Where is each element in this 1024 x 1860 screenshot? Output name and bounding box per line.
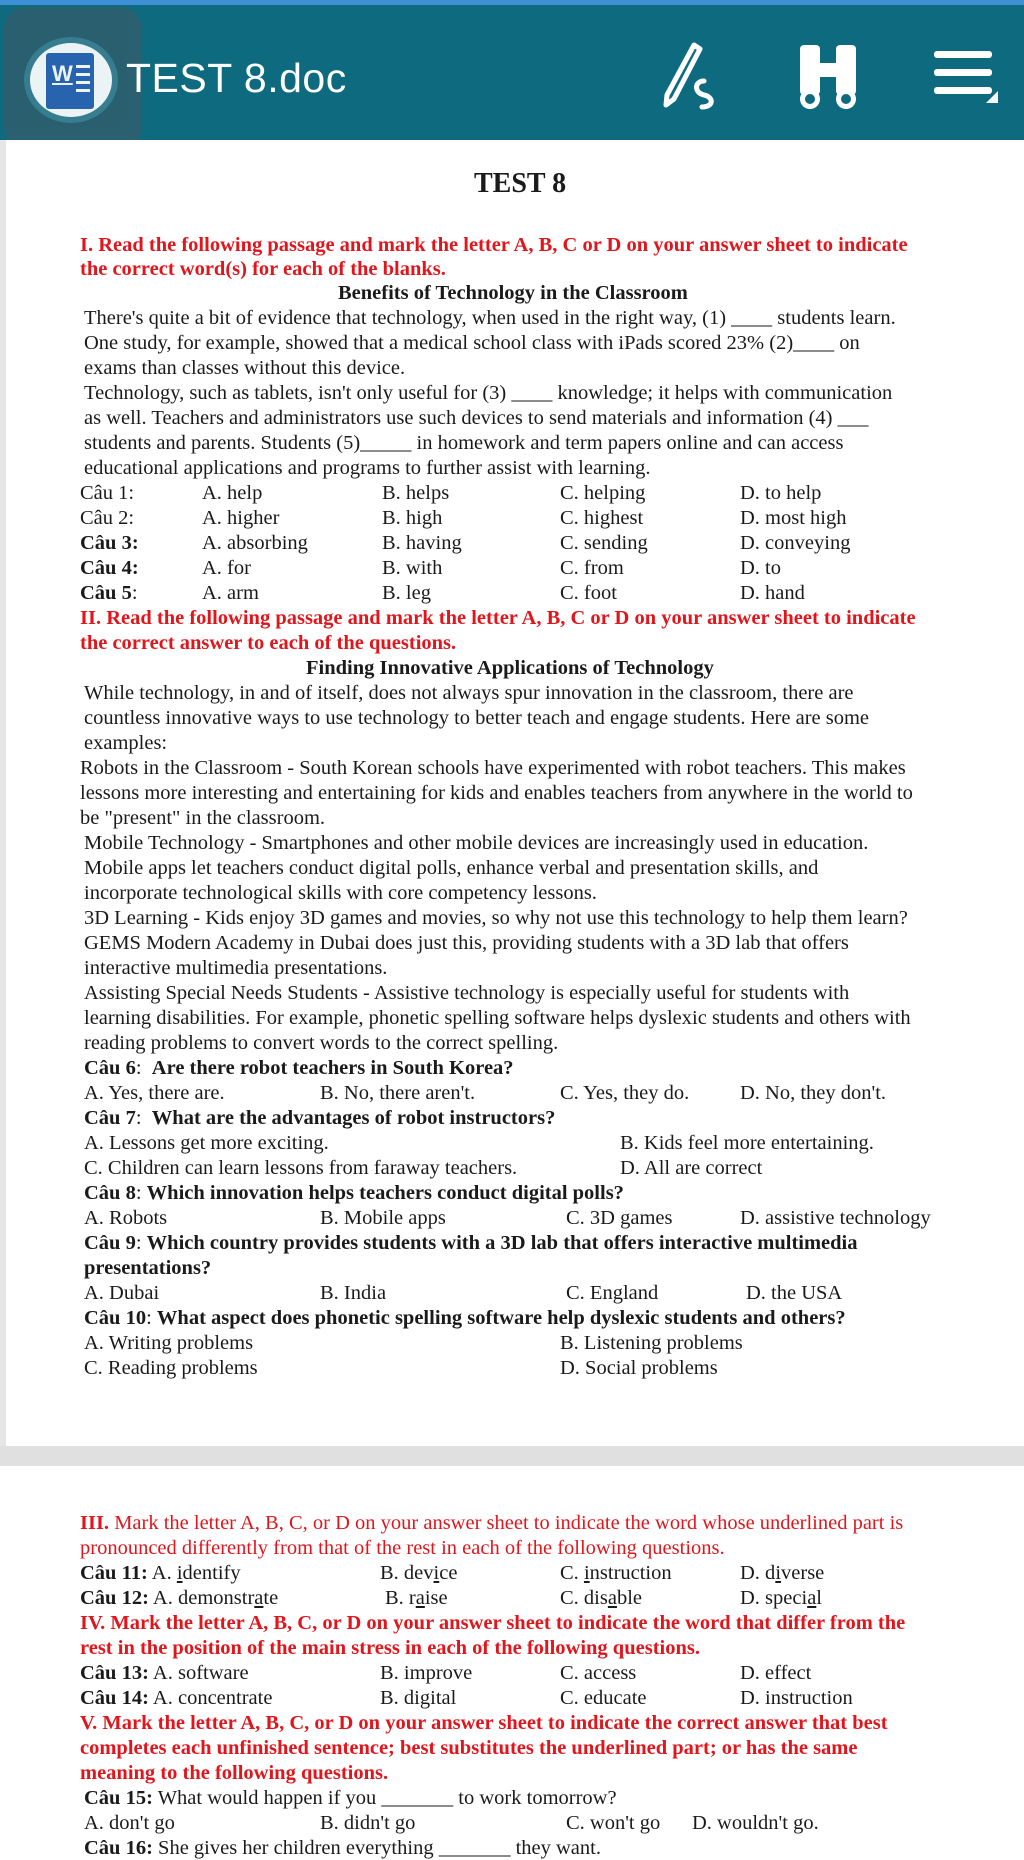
option-c: C. England	[566, 1282, 659, 1304]
question-16: Câu 16: She gives her children everything _______ they want.	[84, 1837, 601, 1859]
passage-2-line: countless innovative ways to use technology to better teach and engage students. Here are some	[84, 707, 870, 729]
question-13: Câu 13: A. software	[80, 1662, 249, 1684]
passage-2-line: 3D Learning - Kids enjoy 3D games and movies, so why not use this technology to help them learn?	[84, 907, 908, 929]
option-c: C. access	[560, 1662, 637, 1684]
passage-2-line: While technology, in and of itself, does not always spur innovation in the classroom, there are	[84, 682, 854, 704]
section-3-heading: pronounced differently from that of the rest in each of the following questions.	[80, 1537, 725, 1559]
question-15: Câu 15: What would happen if you _______ to work tomorrow?	[84, 1787, 617, 1809]
passage-2-line: examples:	[84, 732, 168, 754]
section-4-heading: IV. Mark the letter A, B, C, or D on your answer sheet to indicate the word that differ from the	[80, 1612, 906, 1634]
option-b: B. Kids feel more entertaining.	[620, 1132, 874, 1154]
question-label: Câu 4:	[80, 557, 139, 579]
option-a: A. Writing problems	[84, 1332, 254, 1354]
question-label: Câu 2:	[80, 507, 135, 529]
document-page-2[interactable]	[0, 1466, 1024, 1859]
passage-1-line: Technology, such as tablets, isn't only useful for (3) ____ knowledge; it helps with communication	[84, 382, 893, 404]
question-7: Câu 7: What are the advantages of robot instructors?	[84, 1107, 556, 1129]
option-b: B. leg	[382, 582, 431, 604]
binoculars-find-icon[interactable]	[796, 41, 860, 113]
option-c: C. foot	[560, 582, 617, 604]
passage-2-line: Assisting Special Needs Students - Assistive technology is especially useful for students with	[84, 982, 850, 1004]
passage-1-line: There's quite a bit of evidence that technology, when used in the right way, (1) ____ students learn.	[84, 307, 896, 329]
section-2-heading: the correct answer to each of the questions.	[80, 632, 457, 654]
option-d: D. wouldn't go.	[692, 1812, 819, 1834]
document-title: TEST 8.doc	[126, 55, 347, 101]
option-a: A. higher	[202, 507, 280, 529]
passage-1-line: educational applications and programs to further assist with learning.	[84, 457, 651, 479]
option-d: D. hand	[740, 582, 805, 604]
option-b: B. India	[320, 1282, 387, 1304]
option-c: C. highest	[560, 507, 644, 529]
passage-1-line: as well. Teachers and administrators use such devices to send materials and information (4) ___	[84, 407, 869, 429]
option-c: C. Reading problems	[84, 1357, 258, 1379]
option-d: D. conveying	[740, 532, 851, 554]
option-d: D. to	[740, 557, 781, 579]
option-b: B. raise	[385, 1587, 448, 1609]
option-a: A. Dubai	[84, 1282, 160, 1304]
option-b: B. improve	[380, 1662, 473, 1684]
section-5-heading: meaning to the following questions.	[80, 1762, 389, 1784]
option-a: A. Lessons get more exciting.	[84, 1132, 329, 1154]
option-b: B. digital	[380, 1687, 457, 1709]
passage-2-line: incorporate technological skills with core competency lessons.	[84, 882, 597, 904]
question-label: Câu 1:	[80, 482, 135, 504]
app-toolbar	[0, 0, 1024, 140]
section-1-heading: I. Read the following passage and mark the letter A, B, C or D on your answer sheet to indicate	[80, 234, 908, 256]
option-a: A. absorbing	[202, 532, 308, 554]
passage-2-line: learning disabilities. For example, phonetic spelling software helps dyslexic students and others with	[84, 1007, 911, 1029]
passage-2-line: Robots in the Classroom - South Korean schools have experimented with robot teachers. This makes	[80, 757, 906, 779]
passage-2-line: Mobile apps let teachers conduct digital polls, enhance verbal and presentation skills, and	[84, 857, 819, 879]
question-11: Câu 11: A. identify	[80, 1562, 241, 1584]
question-9-cont: presentations?	[84, 1257, 212, 1279]
option-d: D. diverse	[740, 1562, 825, 1584]
question-14: Câu 14: A. concentrate	[80, 1687, 273, 1709]
question-8: Câu 8: Which innovation helps teachers conduct digital polls?	[84, 1182, 624, 1204]
option-b: B. helps	[382, 482, 450, 504]
question-label: Câu 5	[80, 582, 132, 604]
option-d: D. All are correct	[620, 1157, 763, 1179]
option-c: C. educate	[560, 1687, 647, 1709]
option-c: C. Yes, they do.	[560, 1082, 690, 1104]
section-2-heading: II. Read the following passage and mark the letter A, B, C or D on your answer sheet to indicate	[80, 607, 916, 629]
passage-2-line: Mobile Technology - Smartphones and other mobile devices are increasingly used in education.	[84, 832, 869, 854]
option-c: C. sending	[560, 532, 648, 554]
option-c: C. Children can learn lessons from faraway teachers.	[84, 1157, 518, 1179]
passage-1-line: students and parents. Students (5)_____ in homework and term papers online and can access	[84, 432, 844, 454]
question-label: Câu 3:	[80, 532, 139, 554]
page-separator	[0, 1446, 1024, 1466]
option-a: A. for	[202, 557, 251, 579]
option-c: C. from	[560, 557, 624, 579]
document-page-1[interactable]: TEST 8 I. Read the following passage and mark the letter A, B, C or D on your answer sheet to indicate the correct word(s) for each of the blanks. Benefits of Technology in the Classroom There's quite a bit of evidence that technology, when used in the right way, (1) ____ students learn. One study, for example, showed that a medical school class with iPads scored 23% (2)____ on exams than classes without this device. Technology, such as tablets, isn't only useful for (3) ____ knowledge; it helps with communication as well. Teachers and administrators use such devices to send materials and information (4) ___ students and parents. Students (5)_____ in homework and term papers online and can access educational applications and programs to further assist with learning. Câu 1: A. help B. helps C. helping D. to help Câu 2: A. higher B. high C. highest D. most high Câu 3: A. absorbing B. having C. sending D. conveying Câu 4: A. for B. with C. from D. to Câu 5: A. arm B. leg C. foot D. hand II. Read the following passage and mark the letter A, B, C or D on your answer sheet to indicate the correct answer to each of the questions. Finding Innovative Applications of Technology While technology, in and of itself, does not always spur innovation in the classroom, there are countless innovative ways to use technology to better teach and engage students. Here are some examples: Robots in the Classroom - South Korean schools have experimented with robot teachers. This makes lessons more interesting and entertaining for kids and enables teachers from anywhere in the world to be "present" in the classroom. Mobile Technology - Smartphones and other mobile devices are increasingly used in education. Mobile apps let teachers conduct digital polls, enhance verbal and presentation skills, and incorporate technological skills with core competency lessons. 3D Learning - Kids enjoy 3D games and movies, so why not use this technology to help them learn? GEMS Modern Academy in Dubai does just this, providing students with a 3D lab that offers interactive multimedia presentations. Assisting Special Needs Students - Assistive technology is especially useful for students with learning disabilities. For example, phonetic spelling software helps dyslexic students and others with reading problems to convert words to the correct spelling. Câu 6: Are there robot teachers in South Korea? A. Yes, there are. B. No, there aren't. C. Yes, they do. D. No, they don't. Câu 7: What are the advantages of robot instructors? A. Lessons get more exciting. B. Kids feel more entertaining. C. Children can learn lessons from faraway teachers. D. All are correct Câu 8: Which innovation helps teachers conduct digital polls? A. Robots B. Mobile apps C. 3D games D. assistive technology Câu 9: Which country provides students with a 3D lab that offers interactive multimedia presentations? A. Dubai B. India C. England D. the USA Câu 10: What aspect does phonetic spelling software help dyslexic students and others? A. Writing problems B. Listening problems C. Reading problems D. Social problems	[6, 140, 1024, 1446]
option-a: A. Yes, there are.	[84, 1082, 225, 1104]
word-app-icon[interactable]: W	[4, 7, 142, 149]
section-1-heading: the correct word(s) for each of the blanks.	[80, 258, 446, 280]
option-d: D. to help	[740, 482, 822, 504]
option-d: D. assistive technology	[740, 1207, 931, 1229]
option-a: A. don't go	[84, 1812, 175, 1834]
option-b: B. Listening problems	[560, 1332, 743, 1354]
option-c: C. won't go	[566, 1812, 661, 1834]
option-d: D. Social problems	[560, 1357, 718, 1379]
option-c: C. 3D games	[566, 1207, 673, 1229]
option-a: A. Robots	[84, 1207, 168, 1229]
option-b: B. No, there aren't.	[320, 1082, 476, 1104]
option-b: B. having	[382, 532, 462, 554]
passage-1-line: exams than classes without this device.	[84, 357, 406, 379]
option-d: D. effect	[740, 1662, 812, 1684]
option-d: D. most high	[740, 507, 847, 529]
section-5-heading: V. Mark the letter A, B, C, or D on your answer sheet to indicate the correct answer that best	[80, 1712, 888, 1734]
question-6: Câu 6: Are there robot teachers in South Korea?	[84, 1057, 514, 1079]
option-d: D. special	[740, 1587, 822, 1609]
pen-annotate-icon[interactable]	[654, 41, 724, 113]
option-c: C. instruction	[560, 1562, 672, 1584]
passage-2-title: Finding Innovative Applications of Technology	[306, 657, 714, 679]
section-3-heading: III. Mark the letter A, B, C, or D on your answer sheet to indicate the word whose underlined part is	[80, 1512, 904, 1534]
passage-2-line: lessons more interesting and entertaining for kids and enables teachers from anywhere in the world to	[80, 782, 913, 804]
question-10: Câu 10: What aspect does phonetic spelling software help dyslexic students and others?	[84, 1307, 846, 1329]
passage-2-line: be "present" in the classroom.	[80, 807, 326, 829]
section-4-heading: rest in the position of the main stress in each of the following questions.	[80, 1637, 700, 1659]
option-d: D. the USA	[746, 1282, 843, 1304]
section-5-heading: completes each unfinished sentence; best substitutes the underlined part; or has the same	[80, 1737, 858, 1759]
passage-1-title: Benefits of Technology in the Classroom	[338, 282, 688, 304]
hamburger-menu-icon[interactable]	[932, 41, 1000, 113]
option-a: A. help	[202, 482, 263, 504]
option-b: B. didn't go	[320, 1812, 416, 1834]
passage-2-line: reading problems to convert words to the correct spelling.	[84, 1032, 559, 1054]
question-9: Câu 9: Which country provides students with a 3D lab that offers interactive multimedia	[84, 1232, 858, 1254]
question-12: Câu 12: A. demonstrate	[80, 1587, 279, 1609]
option-c: C. disable	[560, 1587, 643, 1609]
option-b: B. with	[382, 557, 443, 579]
option-b: B. Mobile apps	[320, 1207, 446, 1229]
passage-1-line: One study, for example, showed that a medical school class with iPads scored 23% (2)____ on	[84, 332, 860, 354]
option-d: D. instruction	[740, 1687, 853, 1709]
passage-2-line: interactive multimedia presentations.	[84, 957, 388, 979]
passage-2-line: GEMS Modern Academy in Dubai does just this, providing students with a 3D lab that offers	[84, 932, 849, 954]
page-title: TEST 8	[474, 168, 567, 199]
option-c: C. helping	[560, 482, 646, 504]
option-a: A. arm	[202, 582, 259, 604]
option-b: B. high	[382, 507, 443, 529]
option-b: B. device	[380, 1562, 458, 1584]
option-d: D. No, they don't.	[740, 1082, 887, 1104]
